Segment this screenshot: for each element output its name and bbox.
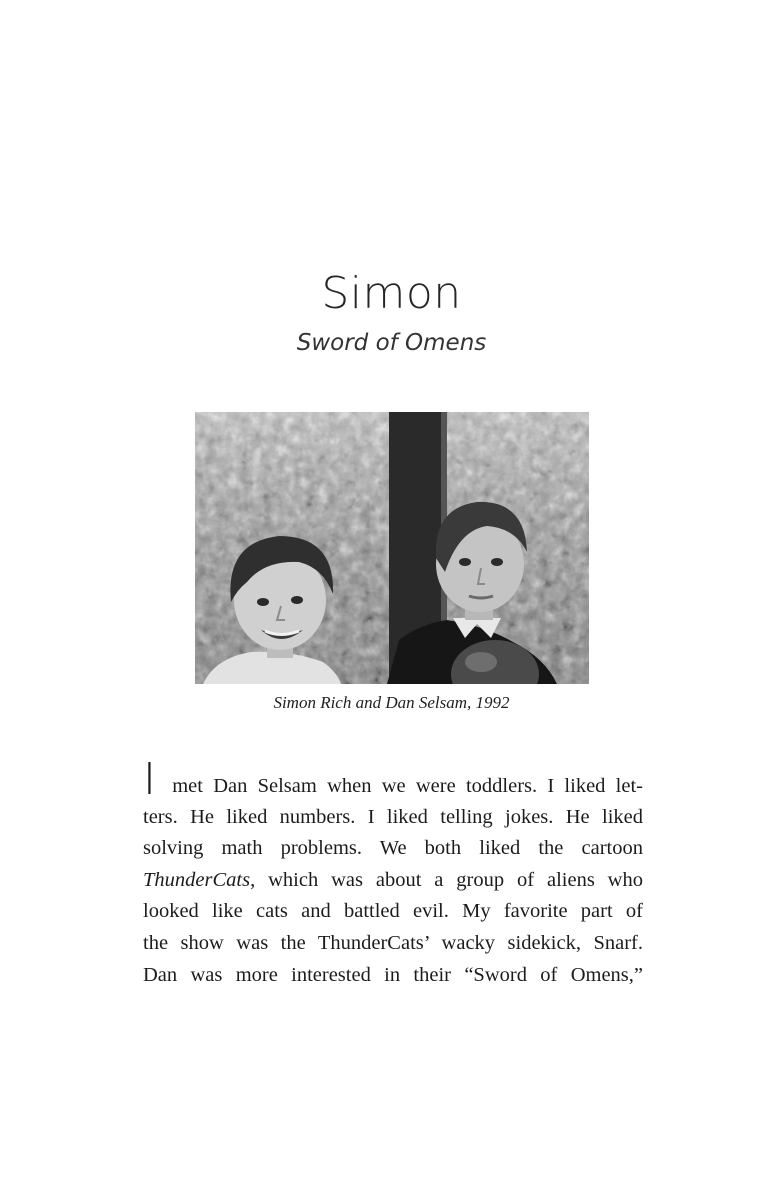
photo-of-two-boys-icon [195, 412, 589, 684]
show-title: ThunderCats [143, 868, 251, 891]
body-text [143, 754, 643, 991]
text-line: Dan was more interested in their “Sword of Omens,” [143, 963, 643, 986]
chapter-subtitle: Sword of Omens [296, 330, 487, 356]
text-line: looked like cats and battled evil. My favorite part of [143, 900, 643, 923]
text-line: I met Dan Selsam when we were toddlers. I liked let- [143, 754, 643, 805]
photo-caption: Simon Rich and Dan Selsam, 1992 [273, 693, 510, 712]
text-line: the show was the ThunderCats’ wacky sidekick, Snarf. [143, 931, 643, 954]
photo [195, 412, 589, 684]
text-line: ters. He liked numbers. I liked telling jokes. He liked [143, 805, 643, 828]
chapter-title: Simon [321, 268, 462, 319]
drop-cap: I [143, 754, 156, 805]
text-line: ThunderCats, which was about a group of aliens who [143, 868, 643, 891]
text-line: solving math problems. We both liked the cartoon [143, 837, 643, 860]
